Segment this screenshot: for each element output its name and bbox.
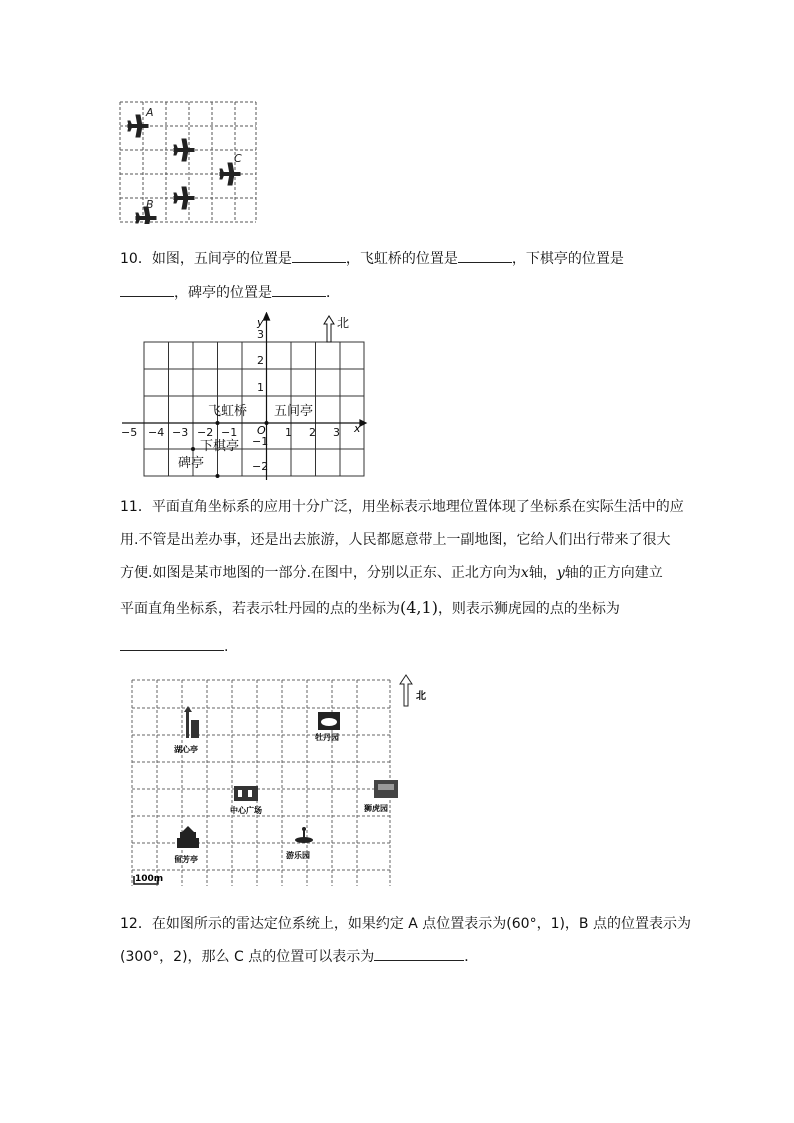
zoo-icon <box>374 780 398 798</box>
map-place-liufang: 留芳亭 <box>174 855 198 864</box>
place-wujian: 五间亭 <box>274 404 314 419</box>
scale-label: 100m <box>135 874 164 884</box>
place-xiaqi: 下棋亭 <box>200 439 240 454</box>
q10-mid3: ，碑亭的位置是 <box>174 285 272 301</box>
y-tick-2: 2 <box>257 354 264 367</box>
origin-label: O <box>257 424 266 437</box>
y-tick-neg2: −2 <box>252 460 269 473</box>
y-tick-3: 3 <box>257 328 264 341</box>
x-tick-neg1: −1 <box>221 426 238 439</box>
q12-answer-blank[interactable] <box>374 946 464 961</box>
point-wujian <box>265 421 269 425</box>
q11-line4-b: ，则表示狮虎园的点的坐标为 <box>437 601 620 617</box>
y-axis-label: y <box>257 316 264 329</box>
q10-blank-xiaqi[interactable] <box>120 282 174 297</box>
q10-line1 <box>120 248 624 269</box>
place-bei: 碑亭 <box>178 456 205 471</box>
q10-mid1: ，飞虹桥的位置是 <box>345 251 458 267</box>
x-tick-3: 3 <box>333 426 340 439</box>
q12-end: ． <box>464 949 479 965</box>
x-axis-arrow-icon <box>360 420 366 426</box>
label-a: A <box>146 106 154 119</box>
flower-garden-icon <box>318 712 340 730</box>
q10-prefix: 10．如图，五间亭的位置是 <box>120 251 292 267</box>
plaza-icon <box>234 786 258 801</box>
x-tick-1: 1 <box>285 426 292 439</box>
q11-line2: 用.不管是出差办事，还是出去旅游，人民都愿意带上一副地图，它给人们出行带来了很大 <box>120 532 671 548</box>
airplane-a-icon <box>128 115 148 137</box>
airplane-2-icon <box>174 139 194 161</box>
x-axis-label: x <box>354 422 361 435</box>
y-tick-neg1: −1 <box>252 435 269 448</box>
x-tick-neg4: −4 <box>148 426 165 439</box>
q11-line4 <box>120 598 620 619</box>
label-c: C <box>234 152 242 165</box>
map-place-huxin: 湖心亭 <box>174 745 198 754</box>
north-arrow-icon <box>324 316 334 342</box>
north-label: 北 <box>337 316 350 330</box>
q10-line2 <box>120 282 340 303</box>
amusement-park-icon <box>295 827 313 843</box>
x-tick-neg2: −2 <box>197 426 214 439</box>
place-feihong: 飞虹桥 <box>208 404 248 419</box>
airplane-c-icon <box>220 163 240 185</box>
q10-coordinate-figure <box>118 312 368 480</box>
q10-mid2: ，下棋亭的位置是 <box>511 251 624 267</box>
airplane-4-icon <box>174 187 194 209</box>
q11-line3-c: 轴的正方向建立 <box>564 565 663 581</box>
q11-answer-blank[interactable] <box>120 636 224 651</box>
q9-airplane-grid-figure <box>118 100 258 224</box>
point-xiaqi <box>216 474 220 478</box>
q10-blank-bei[interactable] <box>272 282 326 297</box>
q11-line4-a: 平面直角坐标系，若表示牡丹园的点的坐标为 <box>120 601 400 617</box>
map-place-mudan: 牡丹园 <box>315 733 339 742</box>
q11-line1: 11．平面直角坐标系的应用十分广泛，用坐标表示地理位置体现了坐标系在实际生活中的应 <box>120 499 684 515</box>
x-tick-neg5: −5 <box>121 426 138 439</box>
map-place-zhongxin: 中心广场 <box>230 806 262 815</box>
map-place-youle: 游乐园 <box>286 851 310 860</box>
q12-line2-a: (300°，2)，那么 C 点的位置可以表示为 <box>120 949 375 965</box>
map-north-label: 北 <box>416 691 426 702</box>
q10-blank-wujian[interactable] <box>292 248 346 263</box>
q12-line1: 12．在如图所示的雷达定位系统上，如果约定 A 点位置表示为(60°，1)，B 点的位置表示为 <box>120 916 691 932</box>
q11-line5 <box>120 636 228 657</box>
q10-end: ． <box>326 285 340 301</box>
pagoda-icon <box>177 826 199 848</box>
q11-line3-a: 方便.如图是某市地图的一部分.在图中，分别以正东、正北方向为 <box>120 565 521 581</box>
q11-line3-x: x <box>520 565 529 581</box>
north-arrow-icon <box>400 675 412 706</box>
label-b: B <box>146 198 154 211</box>
q11-line3 <box>120 563 663 583</box>
q11-line3-b: 轴， <box>528 565 557 581</box>
q10-blank-feihong[interactable] <box>458 248 512 263</box>
q11-coord: (4,1) <box>400 598 438 617</box>
y-axis-arrow-icon <box>264 313 270 320</box>
pavilion-icon <box>184 706 199 738</box>
y-tick-1: 1 <box>257 381 264 394</box>
point-feihong <box>216 421 220 425</box>
q12-line2 <box>120 946 478 967</box>
q11-line3-y: y <box>556 565 565 581</box>
point-bei <box>191 447 195 451</box>
x-tick-2: 2 <box>309 426 316 439</box>
q11-end: . <box>224 639 229 655</box>
q11-city-map-figure <box>128 672 428 892</box>
map-place-shihu: 狮虎园 <box>364 804 388 813</box>
x-tick-neg3: −3 <box>172 426 189 439</box>
